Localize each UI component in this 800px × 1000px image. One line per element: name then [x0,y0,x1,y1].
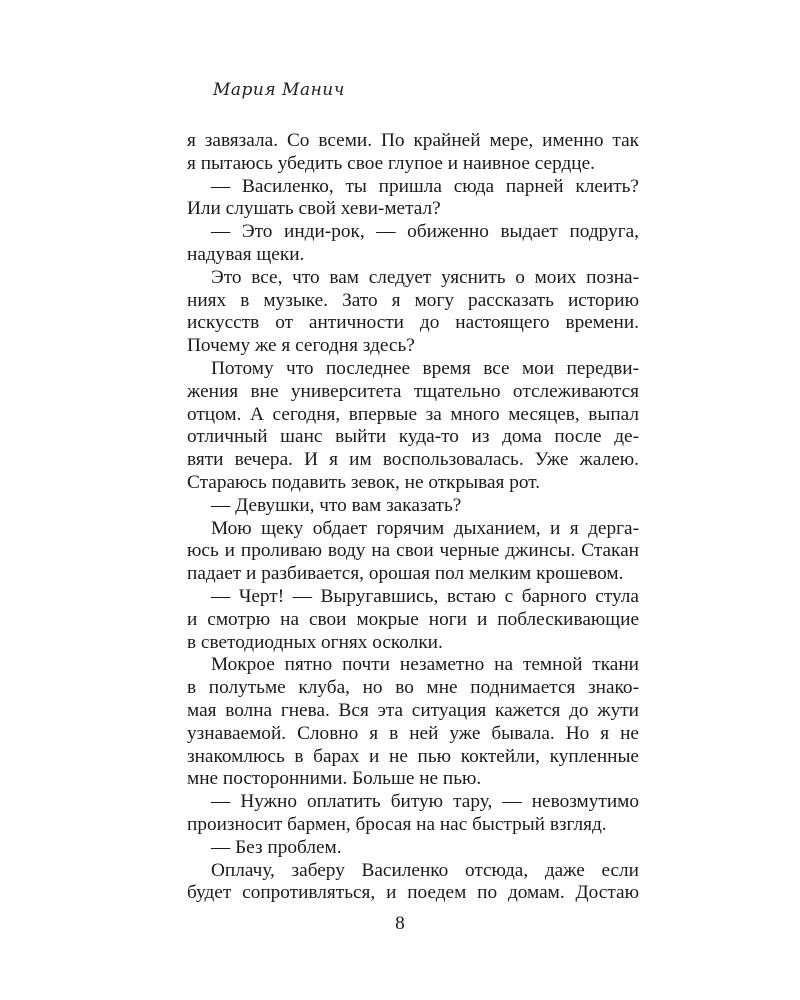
text-line: жения вне университета тщательно отслеживаются [187,380,639,402]
text-line: — Василенко, ты пришла сюда парней клеить? [211,175,639,197]
running-head-author: Мария Манич [213,80,345,100]
text-line: надувая щеки. [187,243,305,265]
text-line: Стараюсь подавить зевок, не открывая рот. [187,471,541,493]
text-line: искусств от античности до настоящего времени. [187,312,639,334]
text-line: — Это инди-рок, — обиженно выдает подруга, [211,221,639,243]
text-line: я завязала. Со всеми. По крайней мере, именно так [187,130,639,151]
text-line: в полутьме клуба, но во мне поднимается знако- [187,677,639,699]
text-line: ниях в музыке. Зато я могу рассказать историю [187,289,639,311]
text-line: я пытаюсь убедить свое глупое и наивное сердце. [187,152,595,174]
body-text [187,130,639,905]
text-line: Или слушать свой хеви-метал? [187,198,441,220]
text-line: Мою щеку обдает горячим дыханием, и я дерга- [211,517,639,539]
page-number: 8 [395,913,405,934]
text-line: — Девушки, что вам заказать? [211,494,462,516]
text-line: узнаваемой. Словно я в ней уже бывала. Но я не [187,722,639,744]
text-line: Потому что последнее время все мои передви- [211,357,639,379]
text-line: — Без проблем. [211,836,342,858]
text-line: Почему же я сегодня здесь? [187,335,415,357]
text-line: падает и разбивается, орошая пол мелким крошевом. [187,563,624,585]
text-line: — Черт! — Выругавшись, встаю с барного стула [211,585,639,607]
text-line: знакомлюсь в барах и не пью коктейли, купленные [187,745,639,767]
text-line: вяти вечера. И я им воспользовалась. Уже жалею. [187,449,639,471]
text-line: в светодиодных огнях осколки. [187,631,443,653]
text-line: Это все, что вам следует уяснить о моих позна- [211,266,639,288]
text-line: Мокрое пятно почти незаметно на темной ткани [211,654,639,676]
text-line: Оплачу, заберу Василенко отсюда, даже если [211,859,639,881]
text-line: — Нужно оплатить битую тару, — невозмутимо [211,791,639,813]
text-line: мне посторонними. Больше не пью. [187,768,482,790]
text-line: и смотрю на свои мокрые ноги и поблескивающие [187,608,639,630]
text-line: отличный шанс выйти куда-то из дома после де- [187,426,639,448]
text-line: отцом. А сегодня, впервые за много месяцев, выпал [187,403,639,425]
text-line: произносит бармен, бросая на нас быстрый взгляд. [187,813,607,835]
text-line: мая волна гнева. Вся эта ситуация кажется до жути [187,699,639,721]
text-line: будет сопротивляться, и поедем по домам. Достаю [187,882,639,904]
text-line: юсь и проливаю воду на свои черные джинсы. Стакан [187,540,639,562]
